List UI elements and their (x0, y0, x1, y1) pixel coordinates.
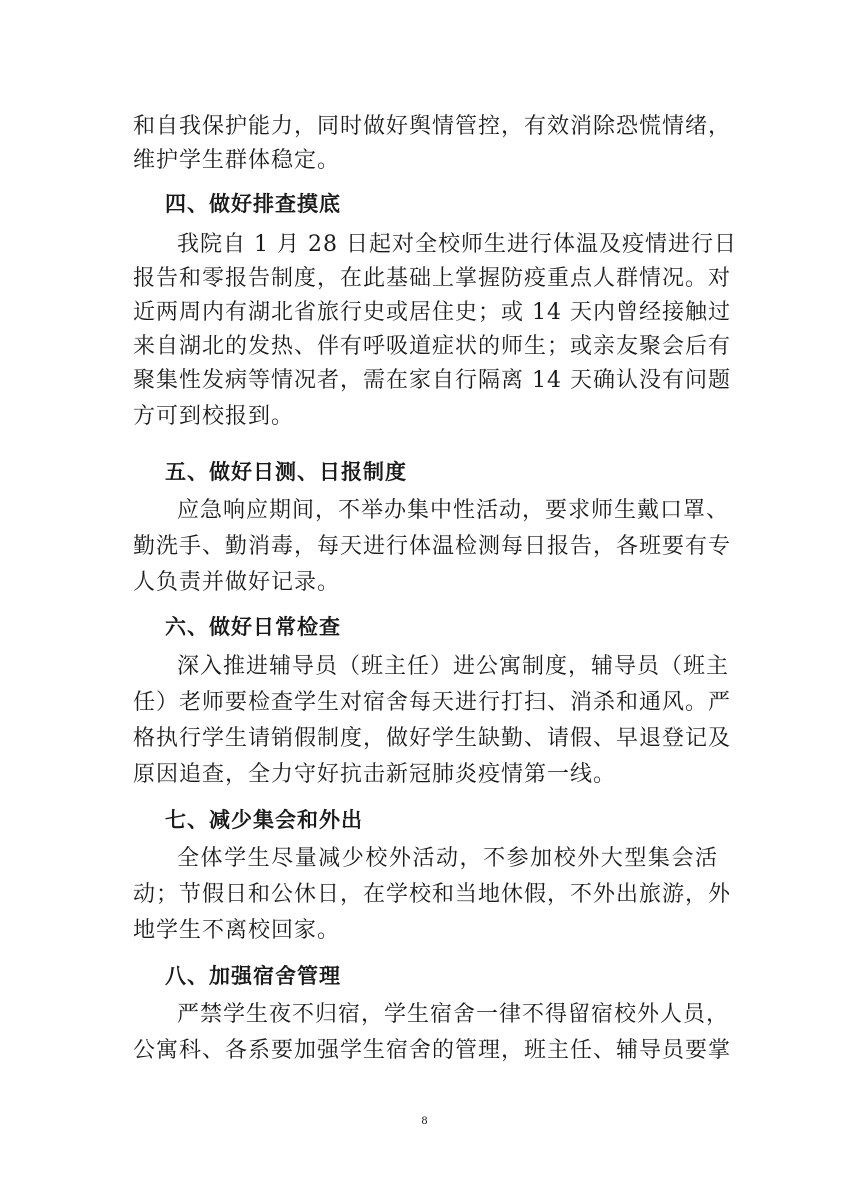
paragraph-line: 地学生不离校回家。 (133, 918, 341, 943)
paragraph-line: 全体学生尽量减少校外活动，不参加校外大型集会活 (177, 846, 718, 871)
paragraph-line: 来自湖北的发热、伴有呼吸道症状的师生；或亲友聚会后有 (133, 334, 732, 359)
paragraph-line: 我院自 1 月 28 日起对全校师生进行体温及疫情进行日 (177, 232, 737, 257)
paragraph-line: 应急响应期间，不举办集中性活动，要求师生戴口罩、 (177, 498, 730, 523)
section-heading: 四、做好排查摸底 (165, 192, 341, 216)
paragraph-line: 人负责并做好记录。 (133, 570, 341, 595)
section-heading: 七、减少集会和外出 (165, 808, 363, 832)
section-heading: 五、做好日测、日报制度 (165, 460, 407, 484)
paragraph-line: 公寓科、各系要加强学生宿舍的管理，班主任、辅导员要掌 (133, 1038, 732, 1063)
paragraph-line: 报告和零报告制度，在此基础上掌握防疫重点人群情况。对 (133, 266, 732, 291)
paragraph-line: 原因追查，全力守好抗击新冠肺炎疫情第一线。 (133, 762, 617, 787)
section-heading: 八、加强宿舍管理 (165, 964, 341, 988)
paragraph-line: 勤洗手、勤消毒，每天进行体温检测每日报告，各班要有专 (133, 534, 732, 559)
paragraph-line: 和自我保护能力，同时做好舆情管控，有效消除恐慌情绪， (133, 114, 732, 139)
paragraph-line: 深入推进辅导员（班主任）进公寓制度，辅导员（班主 (177, 654, 730, 679)
paragraph-line: 动；节假日和公休日，在学校和当地休假，不外出旅游，外 (133, 882, 732, 907)
section-heading: 六、做好日常检查 (165, 615, 341, 639)
paragraph-line: 严禁学生夜不归宿，学生宿舍一律不得留宿校外人员， (177, 1002, 730, 1027)
paragraph-line: 方可到校报到。 (133, 404, 295, 429)
page-number: 8 (421, 1113, 428, 1127)
paragraph-line: 格执行学生请销假制度，做好学生缺勤、请假、早退登记及 (133, 726, 732, 751)
paragraph-line: 任）老师要检查学生对宿舍每天进行打扫、消杀和通风。严 (133, 690, 732, 715)
paragraph-line: 聚集性发病等情况者，需在家自行隔离 14 天确认没有问题 (133, 368, 731, 393)
paragraph-line: 近两周内有湖北省旅行史或居住史；或 14 天内曾经接触过 (133, 300, 731, 325)
paragraph-line: 维护学生群体稳定。 (133, 148, 341, 173)
